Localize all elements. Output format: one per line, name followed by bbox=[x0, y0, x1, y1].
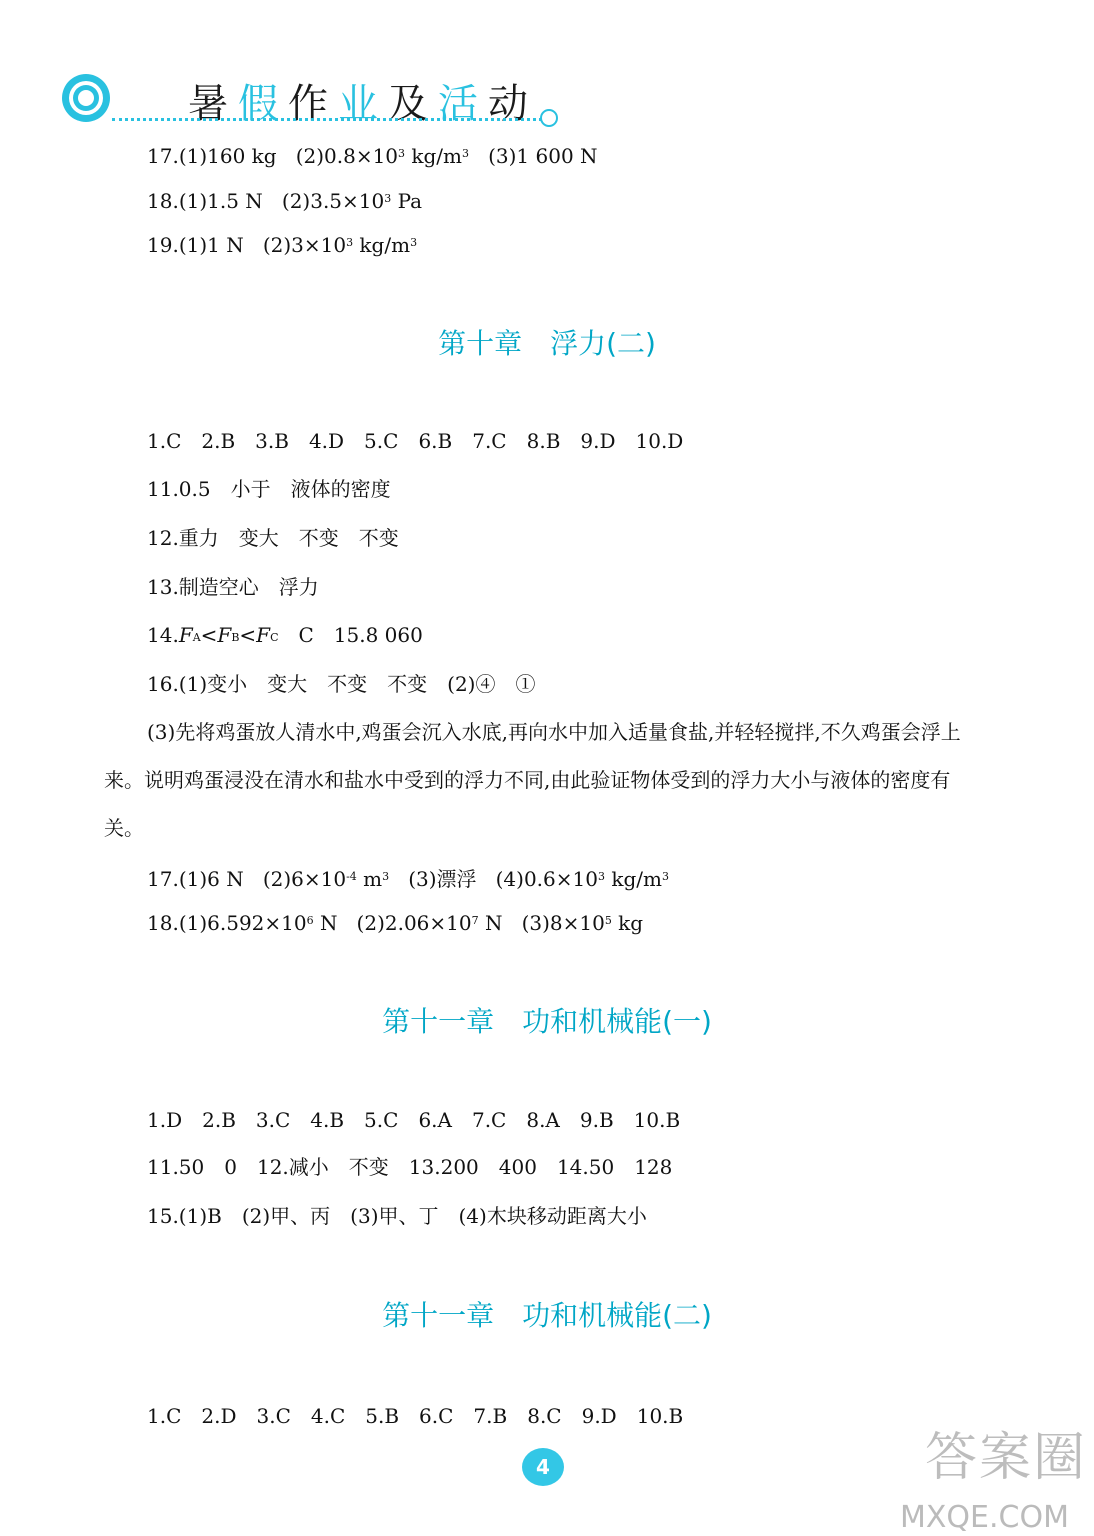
answer-part: kg/m bbox=[604, 867, 662, 891]
watermark-badge: 答案圈 bbox=[925, 1428, 1088, 1488]
operator: < bbox=[200, 623, 218, 647]
answer-part: kg/m bbox=[353, 233, 411, 257]
header-char: 暑 bbox=[188, 81, 238, 127]
answer-line-17 bbox=[147, 143, 598, 169]
answer-part: (1)6.592×10 bbox=[178, 911, 307, 935]
answer-line-18b bbox=[147, 910, 643, 936]
answer-line-11-14: 11.50 0 12.减小 不变 13.200 400 14.50 128 bbox=[147, 1155, 673, 1179]
mc-answers-ch11b: 1.C 2.D 3.C 4.C 5.B 6.C 7.B 8.C 9.D 10.B bbox=[147, 1404, 684, 1428]
answer-part: (2)3.5×10 bbox=[281, 189, 385, 213]
answer-part: (1)6 N bbox=[178, 867, 244, 891]
header-char: 动 bbox=[488, 81, 538, 127]
subscript: B bbox=[231, 631, 240, 644]
header-char-highlight: 活 bbox=[438, 81, 488, 127]
chapter-heading-11-part2: 第十一章 功和机械能(二) bbox=[382, 1299, 712, 1332]
answer-line-12: 12.重力 变大 不变 不变 bbox=[147, 526, 399, 550]
mc-answers-ch10: 1.C 2.B 3.B 4.D 5.C 6.B 7.C 8.B 9.D 10.D bbox=[147, 429, 684, 453]
answer-part: m bbox=[356, 867, 383, 891]
answer-part: C 15.8 060 bbox=[278, 623, 423, 647]
watermark-site: MXQE.COM bbox=[900, 1500, 1069, 1535]
answer-line-15: 15.(1)B (2)甲、丙 (3)甲、丁 (4)木块移动距离大小 bbox=[147, 1204, 647, 1228]
superscript: 3 bbox=[410, 236, 418, 249]
mc-answers-ch11a: 1.D 2.B 3.C 4.B 5.C 6.A 7.C 8.A 9.B 10.B bbox=[147, 1108, 681, 1132]
answer-line-14 bbox=[147, 622, 423, 648]
formula-symbol: F bbox=[256, 623, 271, 647]
answer-part: N bbox=[478, 911, 503, 935]
answer-part: (1)1.5 N bbox=[178, 189, 263, 213]
answer-line-17b bbox=[147, 866, 669, 892]
subscript: A bbox=[192, 631, 201, 644]
answer-line-11: 11.0.5 小于 液体的密度 bbox=[147, 477, 391, 501]
logo-rings-icon bbox=[60, 72, 112, 124]
superscript: 3 bbox=[384, 192, 392, 205]
q-num: 17. bbox=[147, 144, 179, 168]
formula-symbol: F bbox=[217, 623, 232, 647]
subscript: C bbox=[270, 631, 279, 644]
superscript: 5 bbox=[604, 914, 612, 927]
formula-symbol: F bbox=[178, 623, 193, 647]
answer-part: (2)2.06×10 bbox=[356, 911, 472, 935]
answer-part: (3)1 600 N bbox=[488, 144, 598, 168]
answer-part: kg bbox=[611, 911, 644, 935]
answer-part: (2)6×10 bbox=[262, 867, 347, 891]
answer-part: (3)漂浮 bbox=[408, 867, 477, 891]
page-number: 4 bbox=[522, 1448, 564, 1486]
answer-part: (1)1 N bbox=[178, 233, 244, 257]
superscript: 6 bbox=[306, 914, 314, 927]
answer-part: (3)8×10 bbox=[521, 911, 605, 935]
chapter-heading-11-part1: 第十一章 功和机械能(一) bbox=[382, 1005, 712, 1038]
answer-part: (2)0.8×10 bbox=[295, 144, 399, 168]
superscript: -4 bbox=[346, 870, 357, 883]
superscript: 3 bbox=[346, 236, 354, 249]
answer-line-16: 16.(1)变小 变大 不变 不变 (2)④ ① bbox=[147, 672, 536, 696]
q-num: 17. bbox=[147, 867, 179, 891]
answer-part: kg/m bbox=[405, 144, 463, 168]
header-dotted-line bbox=[112, 118, 542, 121]
answer-line-19 bbox=[147, 232, 417, 258]
operator: < bbox=[239, 623, 257, 647]
superscript: 3 bbox=[462, 147, 470, 160]
header-char: 作 bbox=[288, 81, 338, 127]
q-num: 14. bbox=[147, 623, 179, 647]
answer-paragraph-16-3: (3)先将鸡蛋放人清水中,鸡蛋会沉入水底,再向水中加入适量食盐,并轻轻搅拌,不久鸡蛋会浮上来。说明鸡蛋浸没在清水和盐水中受到的浮力不同,由此验证物体受到的浮力大小与液体的密度有关。 bbox=[104, 720, 961, 840]
page-header bbox=[50, 60, 570, 140]
answer-part: (4)0.6×10 bbox=[495, 867, 598, 891]
superscript: 3 bbox=[597, 870, 605, 883]
q-num: 19. bbox=[147, 233, 179, 257]
chapter-heading-10: 第十章 浮力(二) bbox=[438, 327, 656, 360]
q-num: 18. bbox=[147, 189, 179, 213]
answer-part: (1)160 kg bbox=[178, 144, 277, 168]
header-end-circle-icon bbox=[540, 109, 558, 127]
superscript: 3 bbox=[398, 147, 406, 160]
q-num: 18. bbox=[147, 911, 179, 935]
answer-part: (2)3×10 bbox=[262, 233, 347, 257]
superscript: 3 bbox=[661, 870, 669, 883]
header-char: 及 bbox=[388, 81, 438, 127]
superscript: 3 bbox=[382, 870, 390, 883]
header-char-highlight: 假 bbox=[238, 81, 288, 127]
answer-part: Pa bbox=[391, 189, 423, 213]
answer-line-18 bbox=[147, 188, 422, 214]
answer-part: N bbox=[313, 911, 338, 935]
header-char-highlight: 业 bbox=[338, 81, 388, 127]
superscript: 7 bbox=[471, 914, 479, 927]
answer-line-13: 13.制造空心 浮力 bbox=[147, 575, 319, 599]
